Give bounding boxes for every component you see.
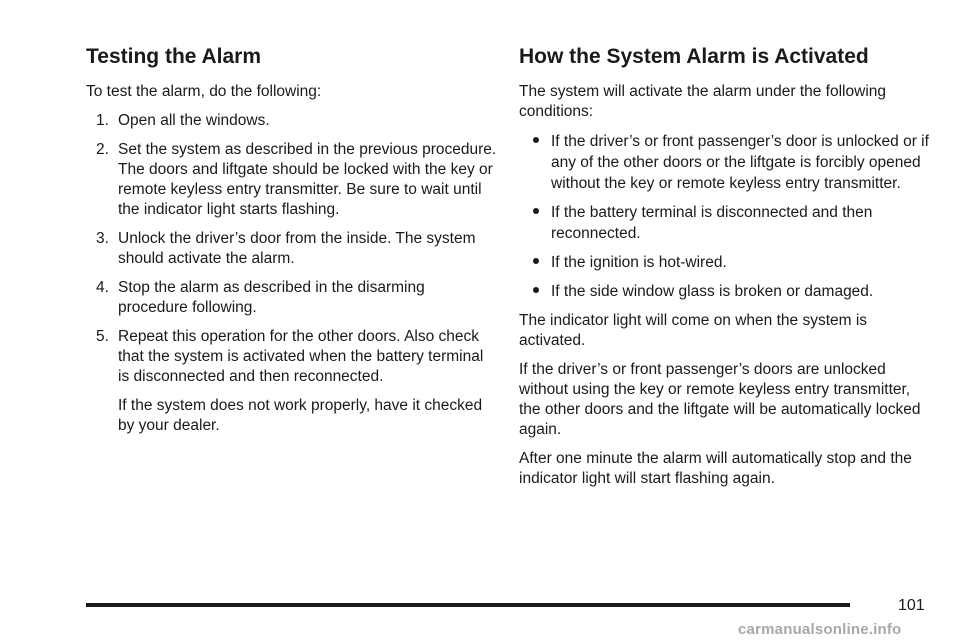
activation-conditions-list: [519, 131, 931, 302]
step-text: Stop the alarm as described in the disarming procedure following.: [118, 279, 425, 316]
step-number: 4.: [96, 279, 109, 296]
section-heading-activation: How the System Alarm is Activated: [519, 45, 869, 68]
step-number: 1.: [96, 112, 109, 129]
indicator-paragraph: The indicator light will come on when the system is activated.: [519, 312, 868, 349]
bullet-icon: [533, 208, 539, 214]
testing-steps-list: [86, 111, 498, 387]
step-number: 2.: [96, 141, 109, 158]
list-item: [86, 327, 498, 387]
bullet-icon: [533, 287, 539, 293]
activation-intro: The system will activate the alarm under the following conditions:: [519, 83, 886, 120]
step-text: Open all the windows.: [118, 112, 270, 129]
condition-text: If the battery terminal is disconnected and then reconnected.: [551, 204, 873, 242]
watermark-text: carmanualsonline.info: [738, 621, 902, 638]
list-item: [86, 278, 498, 318]
step-number: 5.: [96, 328, 109, 345]
list-item: [519, 252, 931, 273]
list-item: [86, 140, 498, 220]
relock-paragraph: If the driver’s or front passenger’s doors are unlocked without using the key or remote keyless entry transmitter, the other doors and the liftgate will be automatically locked again.: [519, 361, 921, 438]
list-item: [519, 131, 931, 194]
list-item: [86, 229, 498, 269]
condition-text: If the side window glass is broken or damaged.: [551, 283, 874, 300]
step-number: 3.: [96, 230, 109, 247]
bullet-icon: [533, 137, 539, 143]
list-item: [519, 281, 931, 302]
list-item: [86, 111, 498, 131]
auto-stop-paragraph: After one minute the alarm will automatically stop and the indicator light will start flashing again.: [519, 450, 912, 487]
condition-text: If the ignition is hot-wired.: [551, 254, 727, 271]
page-number: 101: [898, 597, 925, 614]
step-text: Repeat this operation for the other doors. Also check that the system is activated when the battery terminal is disconnected and then reconnected.: [118, 328, 484, 385]
right-column: [519, 44, 931, 498]
step-text: Unlock the driver’s door from the inside. The system should activate the alarm.: [118, 230, 476, 267]
condition-text: If the driver’s or front passenger’s door is unlocked or if any of the other doors or the liftgate is forcibly opened without the key or remote keyless entry transmitter.: [551, 133, 929, 192]
list-item: [519, 202, 931, 244]
testing-intro: To test the alarm, do the following:: [86, 83, 322, 100]
bullet-icon: [533, 258, 539, 264]
section-heading-testing: Testing the Alarm: [86, 45, 262, 68]
left-column: [86, 44, 498, 445]
dealer-note: If the system does not work properly, have it checked by your dealer.: [118, 397, 483, 434]
step-text: Set the system as described in the previous procedure. The doors and liftgate should be locked with the key or remote keyless entry transmitter. Be sure to wait until the indicator light starts flashing.: [118, 141, 497, 218]
footer-rule: [86, 603, 850, 607]
